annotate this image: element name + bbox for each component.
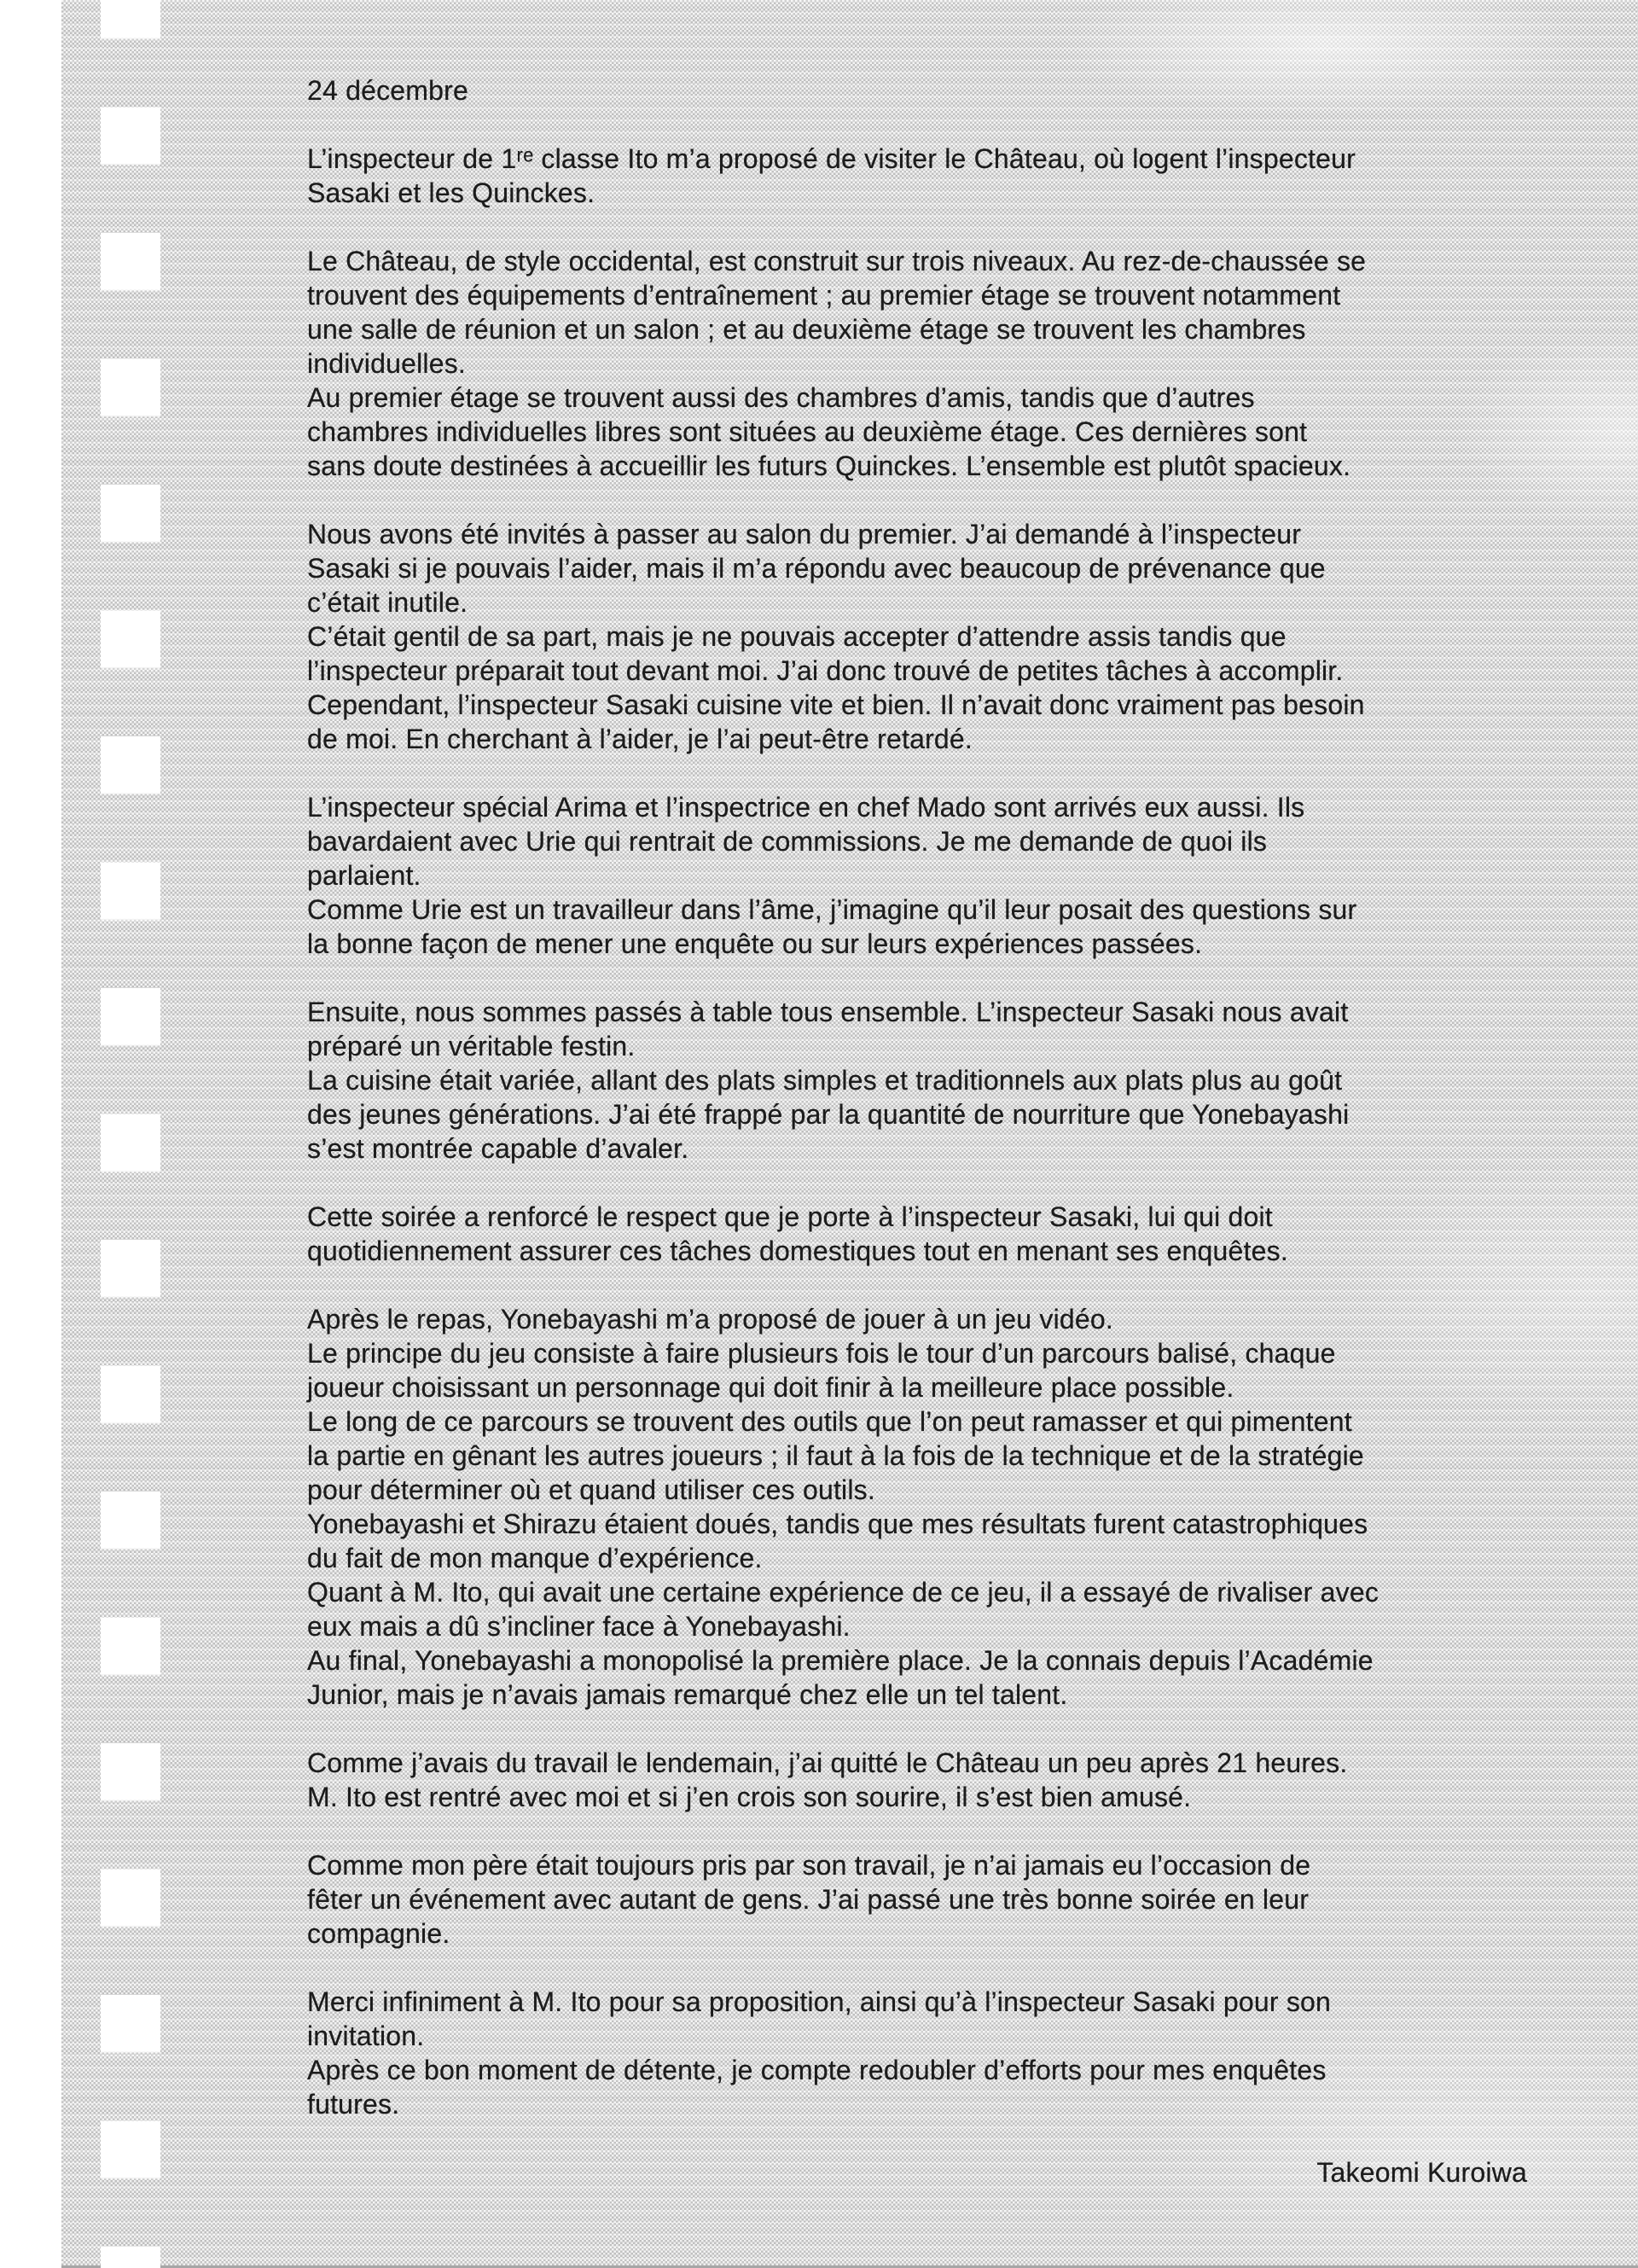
- diary-line: Comme Urie est un travailleur dans l’âme, j’imagine qu’il leur posait des questions sur: [307, 894, 1357, 925]
- diary-paragraph: [307, 1200, 1527, 1268]
- diary-line: la partie en gênant les autres joueurs ; il faut à la fois de la technique et de la stratégie: [307, 1440, 1364, 1471]
- diary-line: Quant à M. Ito, qui avait une certaine expérience de ce jeu, il a essayé de rivaliser avec: [307, 1577, 1380, 1608]
- diary-line: Au premier étage se trouvent aussi des chambres d’amis, tandis que d’autres: [307, 382, 1255, 413]
- diary-line: Après le repas, Yonebayashi m’a proposé de jouer à un jeu vidéo.: [307, 1304, 1113, 1335]
- diary-line: bavardaient avec Urie qui rentrait de commissions. Je me demande de quoi ils: [307, 826, 1268, 857]
- diary-paragraph: [307, 1848, 1527, 1951]
- diary-line: Le long de ce parcours se trouvent des outils que l’on peut ramasser et qui pimentent: [307, 1406, 1352, 1437]
- diary-line: Le principe du jeu consiste à faire plusieurs fois le tour d’un parcours balisé, chaque: [307, 1338, 1336, 1369]
- diary-line: Après ce bon moment de détente, je compte redoubler d’efforts pour mes enquêtes: [307, 2055, 1327, 2085]
- diary-paragraph: [307, 1746, 1527, 1814]
- diary-line: Comme j’avais du travail le lendemain, j’ai quitté le Château un peu après 21 heures.: [307, 1748, 1348, 1778]
- diary-line: Merci infiniment à M. Ito pour sa proposition, ainsi qu’à l’inspecteur Sasaki pour son: [307, 1986, 1332, 2017]
- diary-line: invitation.: [307, 2021, 425, 2051]
- diary-line: chambres individuelles libres sont situées au deuxième étage. Ces dernières sont: [307, 416, 1308, 447]
- diary-line: C’était gentil de sa part, mais je ne pouvais accepter d’attendre assis tandis que: [307, 621, 1287, 652]
- diary-line: du fait de mon manque d’expérience.: [307, 1543, 763, 1573]
- diary-line: pour déterminer où et quand utiliser ces outils.: [307, 1474, 875, 1505]
- diary-line: eux mais a dû s’incliner face à Yonebayashi.: [307, 1611, 851, 1642]
- diary-line: des jeunes générations. J’ai été frappé par la quantité de nourriture que Yonebayashi: [307, 1099, 1350, 1130]
- diary-paragraph: [307, 790, 1527, 961]
- diary-line: Sasaki si je pouvais l’aider, mais il m’a répondu avec beaucoup de prévenance que: [307, 553, 1326, 584]
- diary-line: L’inspecteur spécial Arima et l’inspectrice en chef Mado sont arrivés eux aussi. Ils: [307, 792, 1305, 823]
- diary-paragraph: [307, 1302, 1527, 1712]
- diary-line: l’inspecteur préparait tout devant moi. J’ai donc trouvé de petites tâches à accomplir.: [307, 655, 1344, 686]
- diary-line: Nous avons été invités à passer au salon du premier. J’ai demandé à l’inspecteur: [307, 519, 1302, 550]
- diary-line: Sasaki et les Quinckes.: [307, 177, 595, 208]
- diary-line: s’est montrée capable d’avaler.: [307, 1133, 689, 1164]
- diary-line: individuelles.: [307, 348, 467, 379]
- diary-line: La cuisine était variée, allant des plats simples et traditionnels aux plats plus au goût: [307, 1065, 1343, 1096]
- diary-line: Junior, mais je n’avais jamais remarqué chez elle un tel talent.: [307, 1679, 1068, 1710]
- diary-paragraph: [307, 517, 1527, 756]
- diary-paragraph: [307, 995, 1527, 1166]
- diary-line: Le Château, de style occidental, est construit sur trois niveaux. Au rez-de-chaussée se: [307, 246, 1367, 276]
- diary-line: fêter un événement avec autant de gens. J’ai passé une très bonne soirée en leur: [307, 1884, 1310, 1915]
- diary-paragraph: [307, 244, 1527, 483]
- binding-margin: [0, 0, 61, 2268]
- diary-line: de moi. En cherchant à l’aider, je l’ai peut-être retardé.: [307, 724, 973, 754]
- diary-line: c’était inutile.: [307, 587, 468, 618]
- diary-line: futures.: [307, 2089, 400, 2120]
- diary-paragraph: [307, 1985, 1527, 2121]
- diary-line: L’inspecteur de 1ʳᵉ classe Ito m’a proposé de visiter le Château, où logent l’inspecteur: [307, 143, 1356, 174]
- diary-line: trouvent des équipements d’entraînement ; au premier étage se trouvent notamment: [307, 280, 1341, 311]
- diary-text: [307, 73, 1527, 2189]
- diary-line: Cette soirée a renforcé le respect que je porte à l’inspecteur Sasaki, lui qui doit: [307, 1201, 1273, 1232]
- diary-line: Comme mon père était toujours pris par son travail, je n’ai jamais eu l’occasion de: [307, 1850, 1311, 1881]
- diary-date: 24 décembre: [307, 75, 468, 106]
- diary-line: Cependant, l’inspecteur Sasaki cuisine vite et bien. Il n’avait donc vraiment pas besoin: [307, 689, 1365, 720]
- diary-signature: Takeomi Kuroiwa: [1316, 2157, 1527, 2188]
- diary-line: une salle de réunion et un salon ; et au deuxième étage se trouvent les chambres: [307, 314, 1306, 345]
- diary-line: Ensuite, nous sommes passés à table tous ensemble. L’inspecteur Sasaki nous avait: [307, 997, 1349, 1027]
- diary-line: quotidiennement assurer ces tâches domestiques tout en menant ses enquêtes.: [307, 1236, 1288, 1266]
- diary-line: M. Ito est rentré avec moi et si j’en crois son sourire, il s’est bien amusé.: [307, 1782, 1192, 1812]
- diary-line: joueur choisissant un personnage qui doit finir à la meilleure place possible.: [307, 1372, 1234, 1403]
- punch-hole-strip: [101, 0, 160, 2268]
- diary-line: sans doute destinées à accueillir les futurs Quinckes. L’ensemble est plutôt spacieux.: [307, 451, 1351, 481]
- diary-paragraph: [307, 142, 1527, 210]
- diary-line: parlaient.: [307, 860, 421, 891]
- diary-line: la bonne façon de mener une enquête ou sur leurs expériences passées.: [307, 928, 1203, 959]
- diary-line: Yonebayashi et Shirazu étaient doués, tandis que mes résultats furent catastrophiques: [307, 1509, 1368, 1539]
- diary-line: préparé un véritable festin.: [307, 1031, 636, 1061]
- diary-line: Au final, Yonebayashi a monopolisé la première place. Je la connais depuis l’Académie: [307, 1645, 1374, 1676]
- diary-line: compagnie.: [307, 1918, 450, 1949]
